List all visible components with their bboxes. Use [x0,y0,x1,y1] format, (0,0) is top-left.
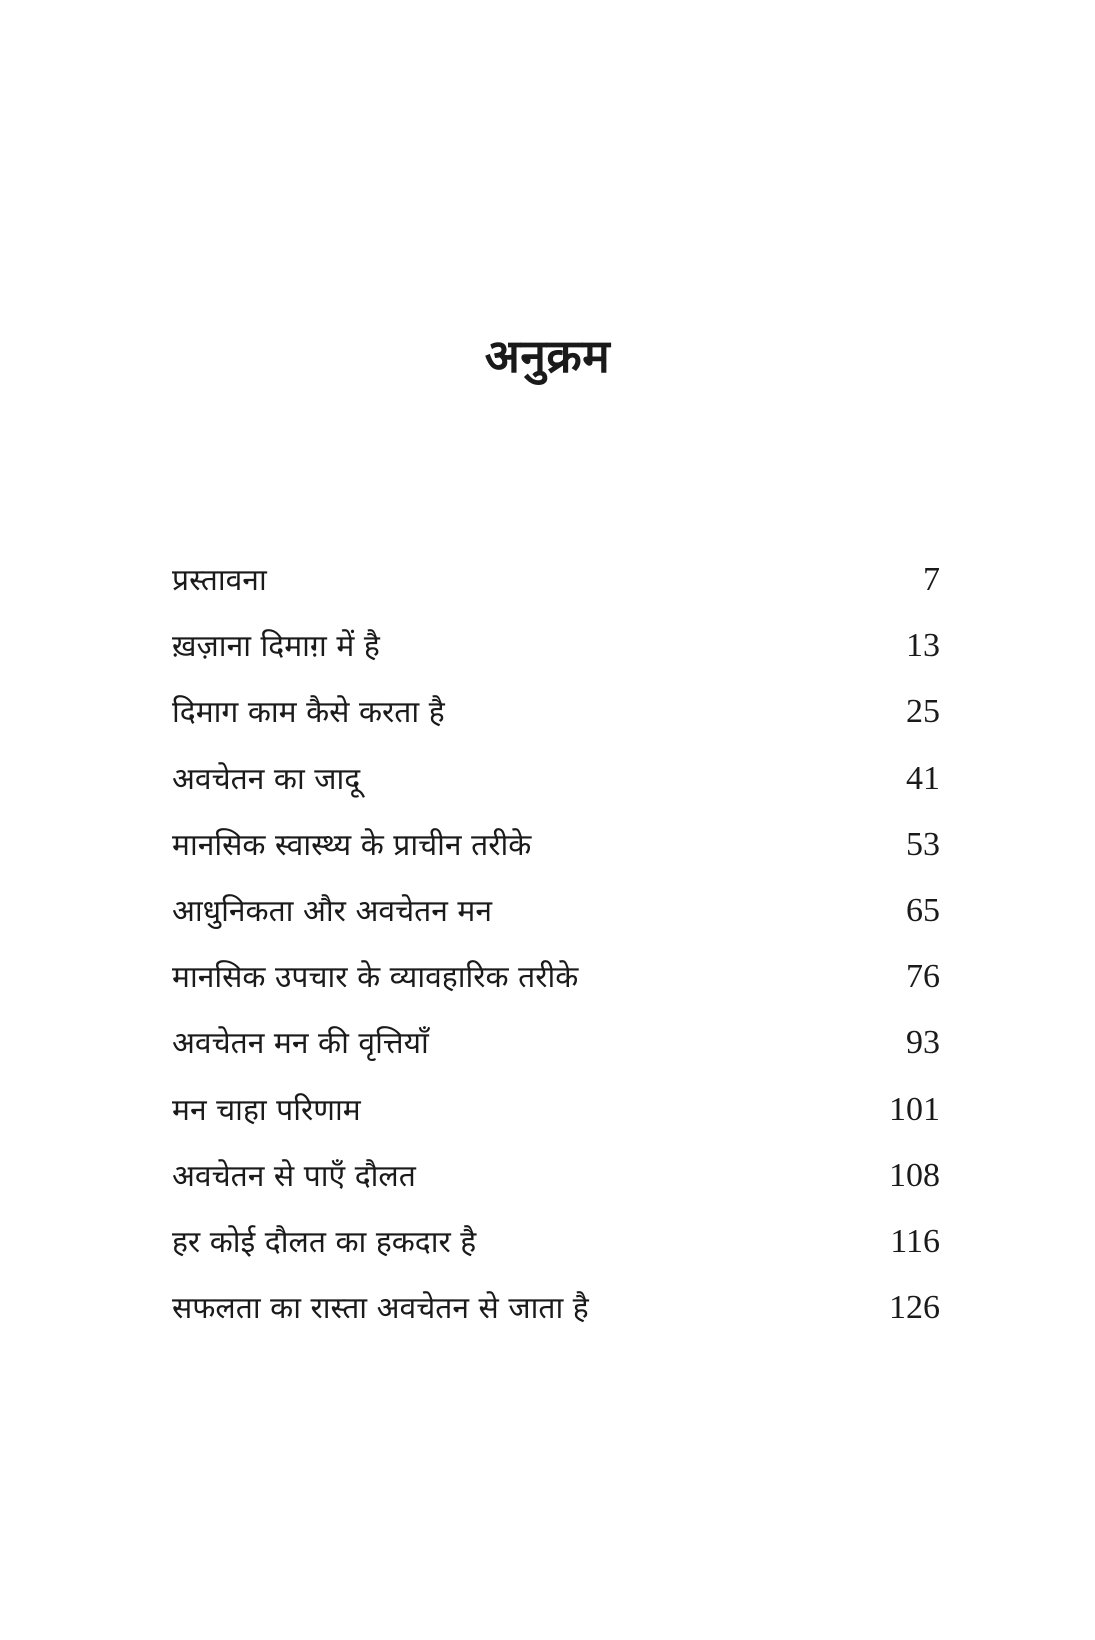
toc-entry-page: 7 [923,561,940,598]
toc-entry-page: 93 [906,1024,940,1062]
toc-entry-title: सफलता का रास्ता अवचेतन से जाता है [172,1291,589,1327]
toc-entry [172,759,940,825]
toc-entry-page: 53 [906,825,940,863]
toc-entry-title: दिमाग काम कैसे करता है [172,695,445,731]
toc-entry [172,891,940,957]
toc-entry [172,825,940,891]
toc-entry-page: 126 [889,1289,940,1327]
toc-entry-page: 76 [906,958,940,996]
table-of-contents [172,560,940,1354]
toc-entry-title: ख़ज़ाना दिमाग़ में है [172,629,380,665]
toc-entry-page: 13 [906,627,940,665]
toc-entry-title: अवचेतन से पाएँ दौलत [172,1158,416,1194]
toc-entry-title: अवचेतन मन की वृत्तियाँ [172,1026,429,1062]
toc-entry-title: मन चाहा परिणाम [172,1092,361,1128]
toc-entry-page: 41 [906,759,940,797]
toc-entry-title: मानसिक स्वास्थ्य के प्राचीन तरीके [172,827,532,863]
toc-entry-page: 65 [906,891,940,929]
toc-entry [172,1222,940,1288]
toc-entry-page: 101 [889,1090,940,1128]
toc-entry-page: 108 [889,1156,940,1194]
toc-entry [172,1090,940,1156]
toc-entry-title: प्रस्तावना [172,563,267,598]
toc-entry-title: आधुनिकता और अवचेतन मन [172,893,492,929]
toc-entry [172,1288,940,1354]
toc-entry-page: 116 [890,1222,940,1260]
toc-entry [172,957,940,1023]
toc-entry [172,626,940,692]
toc-entry [172,692,940,758]
toc-entry [172,1156,940,1222]
toc-entry-title: अवचेतन का जादू [172,761,361,797]
toc-entry-title: हर कोई दौलत का हकदार है [172,1224,477,1260]
toc-entry [172,1023,940,1089]
toc-entry [172,560,940,626]
page-title: अनुक्रम [484,328,611,383]
toc-entry-title: मानसिक उपचार के व्यावहारिक तरीके [172,960,579,996]
toc-entry-page: 25 [906,693,940,731]
